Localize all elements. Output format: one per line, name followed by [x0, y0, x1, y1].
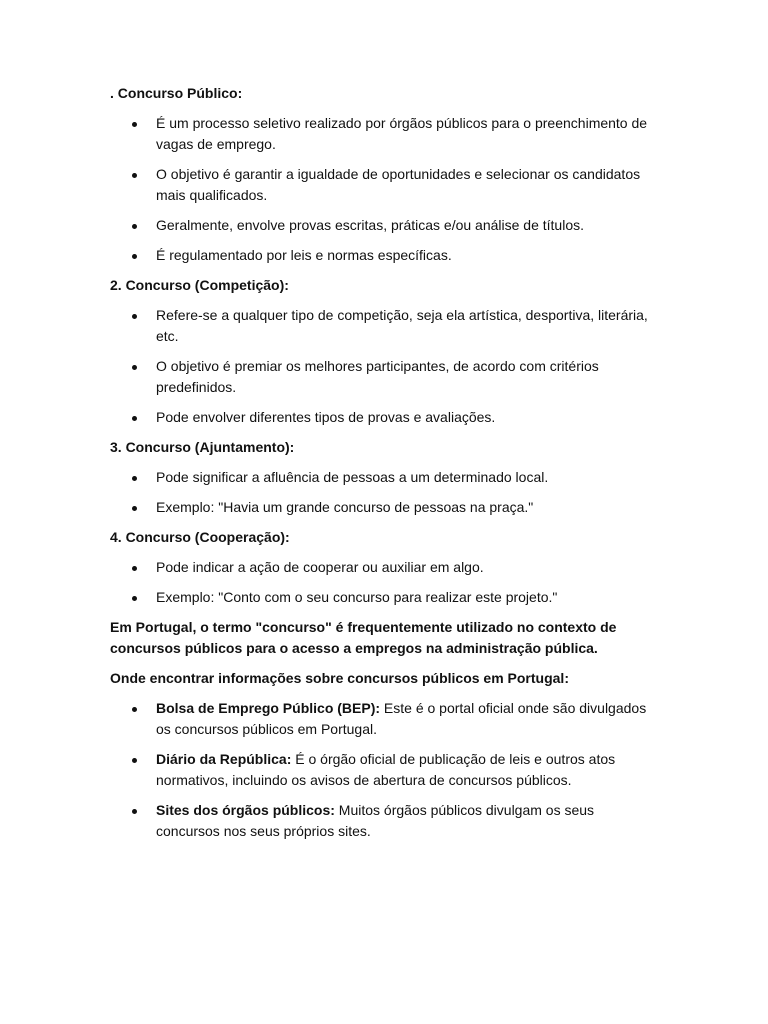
list-item: É um processo seletivo realizado por órgãos públicos para o preenchimento de vagas de emprego. — [110, 113, 650, 155]
source-label: Sites dos órgãos públicos: — [156, 802, 335, 818]
source-text: É o órgão oficial de publicação de leis e outros atos normativos, incluindo os avisos de abertura de concursos públicos. — [156, 751, 616, 788]
bullet-icon — [132, 224, 137, 229]
document-page — [110, 83, 650, 851]
list-item: Exemplo: "Conto com o seu concurso para realizar este projeto." — [110, 587, 650, 608]
sources-heading: Onde encontrar informações sobre concursos públicos em Portugal: — [110, 670, 569, 686]
portugal-note: Em Portugal, o termo "concurso" é frequentemente utilizado no contexto de concursos públicos para o acesso a empregos na administração pública. — [110, 619, 617, 656]
bullet-icon — [132, 809, 137, 814]
list-item: Geralmente, envolve provas escritas, práticas e/ou análise de títulos. — [110, 215, 650, 236]
source-text: Muitos órgãos públicos divulgam os seus concursos nos seus próprios sites. — [156, 802, 595, 839]
list-item: Pode significar a afluência de pessoas a um determinado local. — [110, 467, 650, 488]
source-text: Este é o portal oficial onde são divulgados os concursos públicos em Portugal. — [156, 700, 647, 737]
bullet-icon — [132, 707, 137, 712]
bullet-icon — [132, 254, 137, 259]
source-label: Bolsa de Emprego Público (BEP): — [156, 700, 381, 716]
bullet-icon — [132, 758, 137, 763]
source-label: Diário da República: — [156, 751, 292, 767]
bullet-icon — [132, 476, 137, 481]
bullet-list-competicao — [110, 305, 650, 428]
section-heading-cooperacao: 4. Concurso (Cooperação): — [110, 529, 290, 545]
list-item: O objetivo é garantir a igualdade de oportunidades e selecionar os candidatos mais qualificados. — [110, 164, 650, 206]
source-item-bep — [110, 698, 650, 740]
list-item: Pode indicar a ação de cooperar ou auxiliar em algo. — [110, 557, 650, 578]
section-heading-concurso-publico: . Concurso Público: — [110, 85, 243, 101]
bullet-list-concurso-publico — [110, 113, 650, 266]
bullet-icon — [132, 416, 137, 421]
section-heading-competicao: 2. Concurso (Competição): — [110, 277, 289, 293]
bullet-list-ajuntamento — [110, 467, 650, 518]
list-item: Pode envolver diferentes tipos de provas e avaliações. — [110, 407, 650, 428]
bullet-icon — [132, 122, 137, 127]
source-item-diario-republica — [110, 749, 650, 791]
bullet-icon — [132, 506, 137, 511]
list-item: Exemplo: "Havia um grande concurso de pessoas na praça." — [110, 497, 650, 518]
list-item: O objetivo é premiar os melhores participantes, de acordo com critérios predefinidos. — [110, 356, 650, 398]
bullet-icon — [132, 566, 137, 571]
bullet-icon — [132, 314, 137, 319]
bullet-list-cooperacao — [110, 557, 650, 608]
list-item: Refere-se a qualquer tipo de competição, seja ela artística, desportiva, literária, etc. — [110, 305, 650, 347]
bullet-icon — [132, 173, 137, 178]
list-item: É regulamentado por leis e normas específicas. — [110, 245, 650, 266]
bullet-icon — [132, 365, 137, 370]
source-item-sites-orgaos — [110, 800, 650, 842]
bullet-icon — [132, 596, 137, 601]
section-heading-ajuntamento: 3. Concurso (Ajuntamento): — [110, 439, 295, 455]
sources-list — [110, 698, 650, 842]
